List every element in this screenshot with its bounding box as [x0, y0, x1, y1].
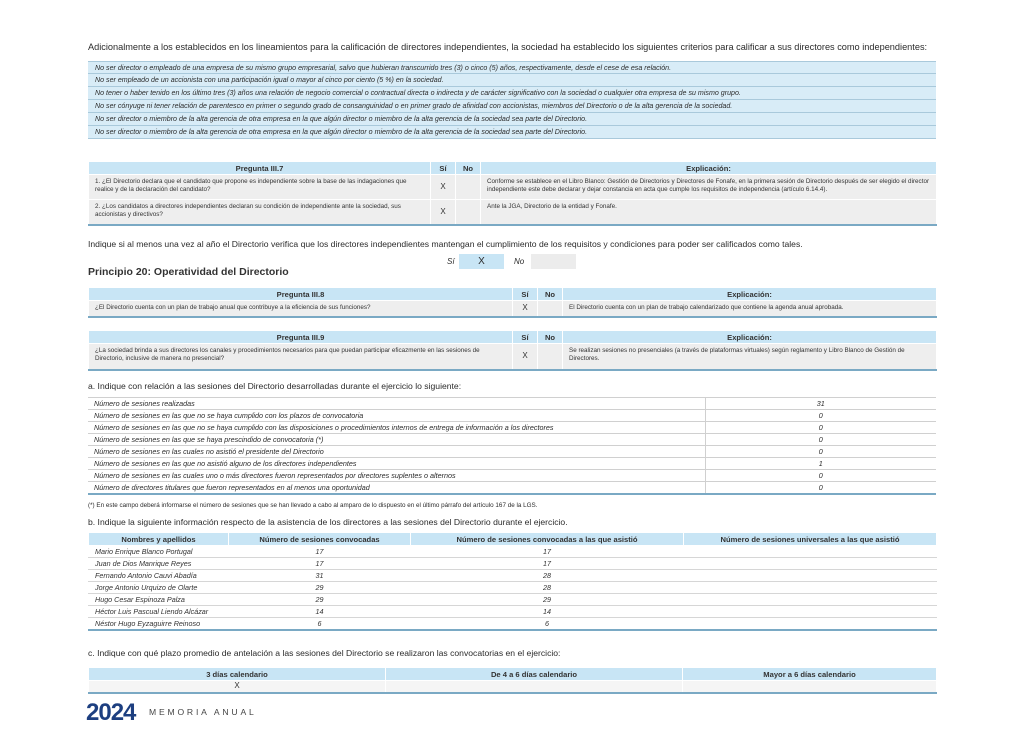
attendance-table [88, 532, 937, 631]
row-value: 0 [705, 410, 936, 422]
principle-title: Principio 20: Operatividad del Directorio [88, 266, 289, 278]
director-name: Fernando Antonio Cauvi Abadía [89, 570, 229, 582]
col-3-dias: 3 días calendario [89, 668, 386, 681]
section-c-title: c. Indique con qué plazo promedio de antelación a las sesiones del Directorio se realizaron las convocatorias en el ejercicio: [88, 648, 561, 658]
section-b-title: b. Indique la siguiente información respecto de la asistencia de los directores a las sesiones del Directorio durante el ejercicio. [88, 517, 568, 527]
row-value: 0 [705, 446, 936, 458]
col-universales: Número de sesiones universales a las que asistió [684, 533, 937, 546]
col-si: Sí [431, 162, 456, 175]
col-asistio: Número de sesiones convocadas a las que asistió [411, 533, 684, 546]
answer-si: X [513, 301, 538, 317]
table-row [89, 546, 937, 558]
cell-asistio: 28 [411, 570, 684, 582]
table-row [89, 558, 937, 570]
notice-period-table [88, 667, 937, 694]
explanation-text: Conforme se establece en el Libro Blanco: Gestión de Directorios y Directores de Fonafe, en la primera sesión de Directorio después de ser elegido el director independiente este debe declarar y dejar constancia en acta que cumple los requisitos de independencia (artículo 6.14.4). [481, 175, 937, 200]
cell-asistio: 17 [411, 546, 684, 558]
director-name: Juan de Dios Manrique Reyes [89, 558, 229, 570]
director-name: Jorge Antonio Urquizo de Olarte [89, 582, 229, 594]
si-answer-box: X [459, 254, 504, 269]
col-si: Sí [513, 331, 538, 344]
table-row [89, 570, 937, 582]
director-name: Hugo Cesar Espinoza Palza [89, 594, 229, 606]
col-pregunta: Pregunta III.9 [89, 331, 513, 344]
cell-asistio: 28 [411, 582, 684, 594]
cell-universales [684, 594, 937, 606]
question-table-iii8 [88, 287, 937, 318]
table-row [88, 398, 936, 410]
row-label: Número de directores titulares que fueron representados en al menos una oportunidad [88, 482, 705, 495]
question-table-iii9 [88, 330, 937, 371]
no-label: No [514, 257, 525, 266]
col-no: No [456, 162, 481, 175]
cell-asistio: 14 [411, 606, 684, 618]
director-name: Héctor Luis Pascual Liendo Alcázar [89, 606, 229, 618]
si-label: Sí [447, 257, 455, 266]
col-explicacion: Explicación: [563, 331, 937, 344]
question-table-iii7 [88, 161, 937, 226]
sessions-table [88, 397, 936, 495]
col-pregunta: Pregunta III.7 [89, 162, 431, 175]
footer-text: MEMORIA ANUAL [149, 707, 257, 717]
col-explicacion: Explicación: [563, 288, 937, 301]
table-row [89, 618, 937, 631]
question-text: 1. ¿El Directorio declara que el candidato que propone es independiente sobre la base de las indagaciones que realice y de la declaración del candidato? [89, 175, 431, 200]
explanation-text: Se realizan sesiones no presenciales (a través de plataformas virtuales) según reglamento y Libro Blanco de Gestión de Directores. [563, 344, 937, 370]
table-row [89, 606, 937, 618]
col-convocadas: Número de sesiones convocadas [229, 533, 411, 546]
row-value: 31 [705, 398, 936, 410]
table-row [89, 594, 937, 606]
cell-convocadas: 17 [229, 558, 411, 570]
no-answer-box [531, 254, 576, 269]
question-text: ¿La sociedad brinda a sus directores los canales y procedimientos necesarios para que puedan participar eficazmente en las sesiones de Directorio, inclusive de manera no presencial? [89, 344, 513, 370]
cell-universales [684, 546, 937, 558]
intro-text: Adicionalmente a los establecidos en los lineamientos para la calificación de directores independientes, la sociedad ha establecido los siguientes criterios para calificar a sus directores como independientes: [88, 42, 928, 52]
cell-convocadas: 29 [229, 582, 411, 594]
director-name: Mario Enrique Blanco Portugal [89, 546, 229, 558]
answer-4-6-dias [386, 681, 683, 693]
row-label: Número de sesiones realizadas [88, 398, 705, 410]
answer-si: X [431, 175, 456, 200]
question-text: 2. ¿Los candidatos a directores independientes declaran su condición de independiente ante la sociedad, sus accionistas y directivos? [89, 200, 431, 225]
cell-asistio: 29 [411, 594, 684, 606]
cell-universales [684, 570, 937, 582]
table-row [88, 482, 936, 495]
criteria-item: No ser director o empleado de una empresa de su mismo grupo empresarial, salvo que hubieran transcurrido tres (3) o cinco (5) años, respectivamente, desde el cese de esa relación. [88, 61, 936, 74]
answer-mayor-6-dias [683, 681, 937, 693]
answer-si: X [431, 200, 456, 225]
row-label: Número de sesiones en las cuales uno o más directores fueron representados por directores suplentes o alternos [88, 470, 705, 482]
answer-si: X [513, 344, 538, 370]
row-label: Número de sesiones en las que no se haya cumplido con las disposiciones o procedimientos internos de entrega de información a los directores [88, 422, 705, 434]
table-row [88, 434, 936, 446]
col-no: No [538, 331, 563, 344]
cell-convocadas: 31 [229, 570, 411, 582]
annual-check-text: Indique si al menos una vez al año el Directorio verifica que los directores independientes mantengan el cumplimiento de los requisitos y condiciones para poder ser calificados como tales. [88, 239, 803, 249]
table-row [88, 446, 936, 458]
row-value: 1 [705, 458, 936, 470]
criteria-item: No ser cónyuge ni tener relación de parentesco en primer o segundo grado de consanguinidad o en primer grado de afinidad con accionistas, miembros del Directorio o de la alta gerencia de la sociedad. [88, 100, 936, 113]
explanation-text: Ante la JGA, Directorio de la entidad y Fonafe. [481, 200, 937, 225]
cell-convocadas: 14 [229, 606, 411, 618]
footer-year-logo: 2024 [86, 699, 136, 726]
criteria-list [88, 61, 936, 139]
cell-universales [684, 618, 937, 631]
section-a-title: a. Indique con relación a las sesiones del Directorio desarrolladas durante el ejercicio lo siguiente: [88, 381, 462, 391]
col-si: Sí [513, 288, 538, 301]
table-row [88, 470, 936, 482]
cell-universales [684, 606, 937, 618]
cell-universales [684, 558, 937, 570]
cell-convocadas: 6 [229, 618, 411, 631]
answer-no [456, 200, 481, 225]
row-value: 0 [705, 482, 936, 495]
criteria-item: No ser director o miembro de la alta gerencia de otra empresa en la que algún director o miembro de la alta gerencia de la sociedad sea parte del Directorio. [88, 126, 936, 139]
table-row [88, 410, 936, 422]
cell-convocadas: 29 [229, 594, 411, 606]
row-value: 0 [705, 422, 936, 434]
question-text: ¿El Directorio cuenta con un plan de trabajo anual que contribuye a la eficiencia de sus funciones? [89, 301, 513, 317]
row-label: Número de sesiones en las que se haya prescindido de convocatoria (*) [88, 434, 705, 446]
cell-asistio: 6 [411, 618, 684, 631]
col-no: No [538, 288, 563, 301]
col-pregunta: Pregunta III.8 [89, 288, 513, 301]
cell-convocadas: 17 [229, 546, 411, 558]
col-nombres: Nombres y apellidos [89, 533, 229, 546]
col-explicacion: Explicación: [481, 162, 937, 175]
row-value: 0 [705, 434, 936, 446]
answer-no [456, 175, 481, 200]
row-value: 0 [705, 470, 936, 482]
table-row [89, 582, 937, 594]
criteria-item: No tener o haber tenido en los último tres (3) años una relación de negocio comercial o contractual directa o indirecta y de carácter significativo con la sociedad o cualquier otra empresa de su mismo grupo. [88, 87, 936, 100]
director-name: Néstor Hugo Eyzaguirre Reinoso [89, 618, 229, 631]
col-4-6-dias: De 4 a 6 días calendario [386, 668, 683, 681]
cell-asistio: 17 [411, 558, 684, 570]
row-label: Número de sesiones en las que no asistió alguno de los directores independientes [88, 458, 705, 470]
answer-no [538, 344, 563, 370]
criteria-item: No ser empleado de un accionista con una participación igual o mayor al cinco por ciento (5 %) en la sociedad. [88, 74, 936, 87]
footnote: (*) En este campo deberá informarse el número de sesiones que se han llevado a cabo al amparo de lo dispuesto en el último párrafo del artículo 167 de la LGS. [88, 502, 538, 509]
answer-3-dias: X [89, 681, 386, 693]
table-row [88, 458, 936, 470]
explanation-text: El Directorio cuenta con un plan de trabajo calendarizado que contiene la agenda anual aprobada. [563, 301, 937, 317]
table-row [88, 422, 936, 434]
cell-universales [684, 582, 937, 594]
answer-no [538, 301, 563, 317]
row-label: Número de sesiones en las cuales no asistió el presidente del Directorio [88, 446, 705, 458]
criteria-item: No ser director o miembro de la alta gerencia de otra empresa en la que algún director o miembro de la alta gerencia de la sociedad sea parte del Directorio. [88, 113, 936, 126]
row-label: Número de sesiones en las que no se haya cumplido con los plazos de convocatoria [88, 410, 705, 422]
col-mayor-6-dias: Mayor a 6 días calendario [683, 668, 937, 681]
